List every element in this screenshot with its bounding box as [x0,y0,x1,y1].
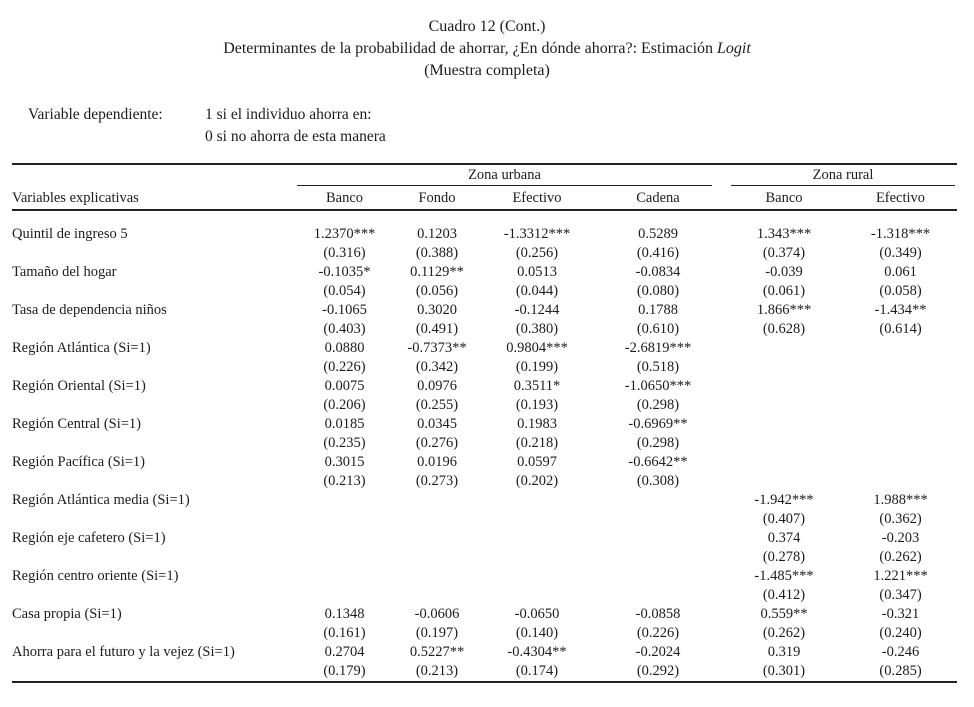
coefficient-cell: 0.0185 [324,416,365,432]
variable-label-empty [12,624,297,643]
dependent-variable-definition [205,104,386,148]
group-header-rural [724,164,957,186]
title-text: Determinantes de la probabilidad de ahorrar, ¿En dónde ahorra?: Estimación [223,40,718,57]
coefficient-cell [297,529,392,548]
stderr-cell [592,586,724,605]
stderr-cell: (0.388) [415,245,459,261]
coefficient-cell: -1.3312*** [503,226,571,242]
dependent-variable-label: Variable dependiente: [28,106,163,123]
stderr-cell: (0.301) [762,663,806,679]
table-row-standard-errors [12,472,957,491]
stderr-cell [297,586,392,605]
coefficient-cell: 1.2370*** [313,226,376,242]
stderr-cell: (0.316) [323,245,366,261]
coefficient-cell [844,377,957,396]
stderr-cell: (0.256) [515,245,559,261]
spacer-row [12,210,957,225]
stderr-cell: (0.380) [515,321,559,337]
coefficient-cell [592,491,724,510]
variable-label-empty [12,320,297,339]
stderr-cell: (0.213) [323,473,366,489]
variable-label: Región Atlántica (Si=1) [12,340,151,356]
column-header-urban-efectivo: Efectivo [482,186,592,210]
table-row-standard-errors [12,662,957,682]
stderr-cell: (0.080) [636,283,680,299]
variable-label: Quintil de ingreso 5 [12,226,128,242]
table-row-standard-errors [12,548,957,567]
stderr-cell: (0.199) [515,359,559,375]
stderr-cell [482,548,592,567]
stderr-cell: (0.240) [879,625,922,641]
table-row-standard-errors [12,282,957,301]
group-header-row [12,164,957,186]
coefficient-cell: -2.6819*** [624,340,692,356]
coefficient-cell: -1.434** [874,302,927,318]
table-row-standard-errors [12,510,957,529]
stderr-cell: (0.226) [636,625,680,641]
stderr-cell: (0.197) [415,625,459,641]
dependent-variable-definition-1: 1 si el individuo ahorra en: [205,106,372,123]
stderr-cell: (0.374) [762,245,806,261]
coefficient-cell: -1.318*** [870,226,931,242]
coefficient-cell [844,339,957,358]
variable-label: Región Pacífica (Si=1) [12,454,146,470]
stderr-cell [724,472,844,491]
coefficient-cell: -0.0606 [414,606,460,622]
stderr-cell [482,510,592,529]
stderr-cell [844,358,957,377]
coefficient-cell: -0.0858 [635,606,681,622]
coefficient-cell: 1.866*** [756,302,812,318]
coefficient-cell: 1.221*** [873,568,928,584]
coefficient-cell: -0.1065 [322,302,367,318]
stderr-cell: (0.179) [323,663,366,679]
table-row-standard-errors [12,244,957,263]
coefficient-cell: 0.5289 [638,226,678,242]
title-block [0,16,974,82]
table-subtitle: (Muestra completa) [424,62,550,79]
stderr-cell [844,396,957,415]
table-row-coefficients [12,339,957,358]
dependent-variable-block [28,104,386,148]
stderr-cell [724,434,844,453]
column-header-urban-banco: Banco [297,186,392,210]
coefficient-cell: -0.4304** [507,644,567,660]
variable-label-empty [12,244,297,263]
coefficient-cell: 0.3015 [324,454,365,470]
variable-label: Casa propia (Si=1) [12,606,122,622]
coefficient-cell [392,529,482,548]
coefficient-cell [392,567,482,586]
coefficient-cell: -0.039 [765,264,803,280]
stderr-cell: (0.610) [636,321,680,337]
coefficient-cell: 0.3511* [513,378,561,394]
coefficient-cell: -0.6969** [628,416,688,432]
coefficient-cell: 0.1348 [324,606,365,622]
stderr-cell: (0.349) [879,245,922,261]
coefficient-cell: 0.1129** [410,264,464,280]
coefficient-cell: 0.0075 [324,378,365,394]
coefficient-cell: 0.0976 [417,378,457,394]
variable-label-empty [12,662,297,682]
table-row-coefficients [12,567,957,586]
group-label-rural: Zona rural [731,165,955,186]
table-row-coefficients [12,453,957,472]
coefficient-cell: -0.1244 [514,302,560,318]
coefficient-cell: 0.0880 [324,340,365,356]
stderr-cell [297,548,392,567]
coefficient-cell: 0.3020 [417,302,457,318]
coefficient-cell: 0.061 [884,264,917,280]
coefficient-cell [844,453,957,472]
stderr-cell: (0.491) [415,321,459,337]
stderr-cell: (0.518) [636,359,680,375]
stderr-cell: (0.298) [636,435,680,451]
stderr-cell [724,358,844,377]
variable-label-empty [12,548,297,567]
dependent-variable-definition-2: 0 si no ahorra de esta manera [205,128,386,145]
variable-label: Región eje cafetero (Si=1) [12,530,166,546]
stderr-cell: (0.285) [879,663,922,679]
variable-label-empty [12,282,297,301]
table-body [12,210,957,682]
coefficient-cell: 0.1983 [517,416,557,432]
stderr-cell: (0.174) [515,663,559,679]
coefficient-cell: 1.988*** [873,492,928,508]
stderr-cell: (0.255) [415,397,459,413]
stderr-cell: (0.044) [515,283,559,299]
coefficient-cell [392,491,482,510]
coefficient-cell: 0.9804*** [506,340,568,356]
stderr-cell: (0.058) [879,283,922,299]
coefficient-cell: 0.1203 [417,226,457,242]
column-header-rural-banco: Banco [724,186,844,210]
coefficient-cell [297,491,392,510]
stderr-cell: (0.140) [515,625,559,641]
stderr-cell: (0.206) [323,397,366,413]
row-header-label: Variables explicativas [12,186,297,210]
column-header-row [12,186,957,210]
table-row-coefficients [12,643,957,662]
stderr-cell [297,510,392,529]
coefficient-cell [724,415,844,434]
stderr-cell: (0.061) [762,283,806,299]
table-row-standard-errors [12,320,957,339]
table-row-standard-errors [12,586,957,605]
variable-label-empty [12,472,297,491]
coefficient-cell [724,339,844,358]
coefficient-cell: -1.0650*** [624,378,692,394]
stderr-cell: (0.056) [415,283,459,299]
stderr-cell: (0.412) [762,587,806,603]
variable-label: Región Central (Si=1) [12,416,141,432]
stderr-cell: (0.193) [515,397,559,413]
stderr-cell: (0.362) [879,511,922,527]
coefficient-cell: -1.485*** [754,568,814,584]
column-header-urban-cadena: Cadena [592,186,724,210]
group-label-urban: Zona urbana [297,165,712,186]
variable-label-empty [12,510,297,529]
table-row-coefficients [12,377,957,396]
table-row-standard-errors [12,358,957,377]
stderr-cell: (0.403) [323,321,366,337]
variable-label-empty [12,434,297,453]
variable-label-empty [12,586,297,605]
table-number-title: Cuadro 12 (Cont.) [428,18,546,35]
stderr-cell: (0.218) [515,435,559,451]
stderr-cell [724,396,844,415]
variable-label: Región centro oriente (Si=1) [12,568,179,584]
table-row-standard-errors [12,624,957,643]
coefficient-cell: 0.319 [767,644,801,660]
table-row-coefficients [12,225,957,244]
coefficient-cell: 0.0597 [517,454,557,470]
coefficient-cell: -0.203 [881,530,920,546]
stderr-cell: (0.308) [636,473,680,489]
coefficient-cell [297,567,392,586]
variable-label: Región Atlántica media (Si=1) [12,492,190,508]
coefficient-cell: -0.6642** [628,454,688,470]
coefficient-cell: 0.374 [767,530,801,546]
coefficient-cell [592,529,724,548]
coefficient-cell [482,491,592,510]
coefficient-cell [724,453,844,472]
coefficient-cell: 0.0196 [417,454,457,470]
stderr-cell: (0.273) [415,473,459,489]
table-row-coefficients [12,263,957,282]
variable-label-empty [12,396,297,415]
coefficient-cell [844,415,957,434]
variable-label: Tasa de dependencia niños [12,302,167,318]
group-header-urban [297,164,724,186]
coefficient-cell: 0.0513 [517,264,557,280]
stderr-cell: (0.278) [762,549,806,565]
coefficient-cell: 0.5227** [409,644,465,660]
coefficient-cell: -0.246 [881,644,920,660]
variable-label: Tamaño del hogar [12,264,117,280]
coefficient-cell: 0.0345 [417,416,457,432]
stderr-cell: (0.628) [762,321,806,337]
coefficient-cell: 1.343*** [756,226,812,242]
variable-label: Región Oriental (Si=1) [12,378,146,394]
stderr-cell [392,548,482,567]
table-main-title [0,38,974,60]
stderr-cell [844,472,957,491]
coefficient-cell: 0.2704 [324,644,365,660]
coefficient-cell: -0.1035* [318,264,371,280]
stderr-cell: (0.614) [879,321,922,337]
coefficient-cell [724,377,844,396]
coefficient-cell: 0.559** [760,606,808,622]
stderr-cell [592,548,724,567]
column-header-rural-efectivo: Efectivo [844,186,957,210]
coefficient-cell: -1.942*** [754,492,814,508]
results-table [12,163,957,683]
stderr-cell: (0.407) [762,511,806,527]
table-row-coefficients [12,301,957,320]
stderr-cell: (0.262) [879,549,922,565]
table-row-coefficients [12,529,957,548]
variable-label-empty [12,358,297,377]
stderr-cell: (0.213) [415,663,459,679]
group-header-spacer [12,164,297,186]
coefficient-cell: -0.2024 [635,644,681,660]
stderr-cell: (0.298) [636,397,680,413]
table-row-standard-errors [12,396,957,415]
stderr-cell: (0.054) [323,283,366,299]
stderr-cell: (0.262) [762,625,806,641]
stderr-cell: (0.347) [879,587,922,603]
stderr-cell: (0.161) [323,625,366,641]
stderr-cell: (0.416) [636,245,680,261]
coefficient-cell: -0.7373** [407,340,467,356]
table-row-standard-errors [12,434,957,453]
coefficient-cell [482,567,592,586]
table-row-coefficients [12,491,957,510]
stderr-cell: (0.226) [323,359,366,375]
coefficient-cell: -0.321 [881,606,920,622]
stderr-cell: (0.276) [415,435,459,451]
table-row-coefficients [12,605,957,624]
stderr-cell [482,586,592,605]
stderr-cell [844,434,957,453]
stderr-cell: (0.202) [515,473,559,489]
stderr-cell: (0.292) [636,663,680,679]
title-italic-word: Logit [717,40,751,57]
stderr-cell: (0.342) [415,359,459,375]
coefficient-cell [482,529,592,548]
stderr-cell [392,586,482,605]
coefficient-cell [592,567,724,586]
table-row-coefficients [12,415,957,434]
coefficient-cell: -0.0834 [635,264,681,280]
column-header-urban-fondo: Fondo [392,186,482,210]
coefficient-cell: 0.1788 [638,302,678,318]
stderr-cell: (0.235) [323,435,366,451]
stderr-cell [392,510,482,529]
stderr-cell [592,510,724,529]
coefficient-cell: -0.0650 [514,606,560,622]
variable-label: Ahorra para el futuro y la vejez (Si=1) [12,644,235,660]
results-table-wrap [12,163,957,683]
